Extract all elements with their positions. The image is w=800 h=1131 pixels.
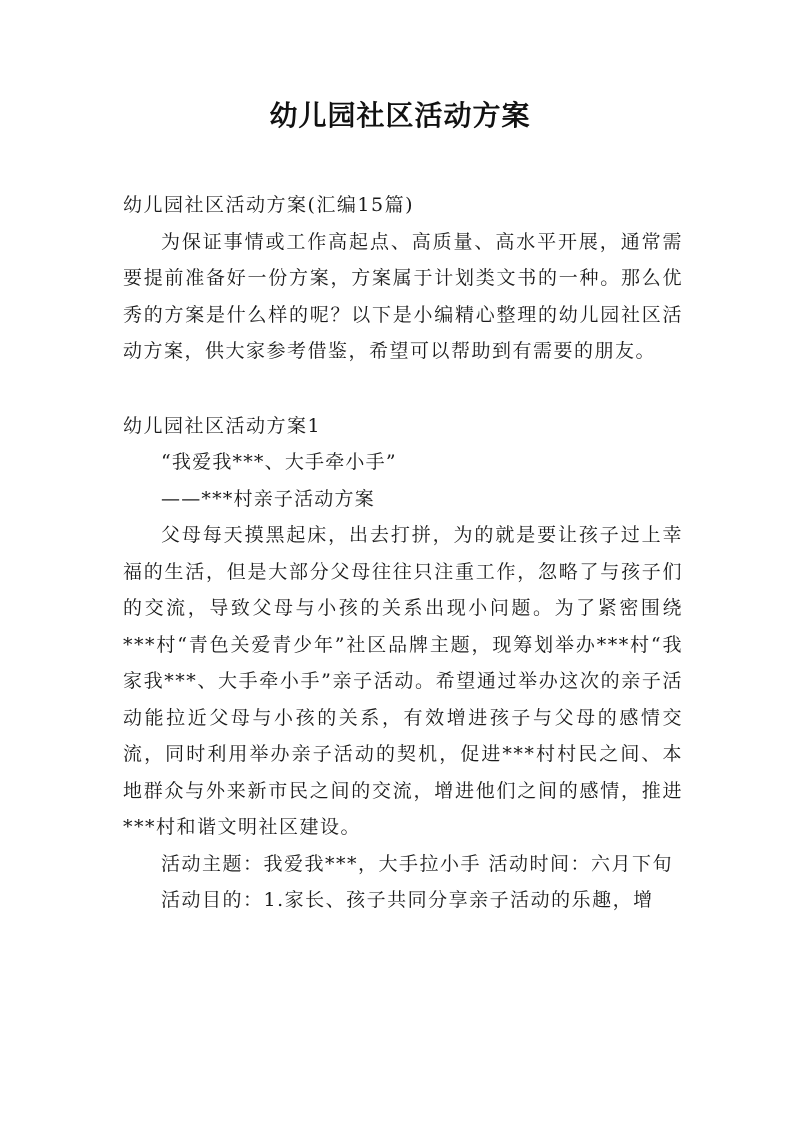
body-paragraph: 父母每天摸黑起床，出去打拼，为的就是要让孩子过上幸福的生活，但是大部分父母往往只注重工作，忽略了与孩子们的交流，导致父母与小孩的关系出现小问题。为了紧密围绕***村“青色关爱青少年”社区品牌主题，现筹划举办***村“我家我***、大手牵小手”亲子活动。希望通过举办这次的亲子活动能拉近父母与小孩的关系，有效增进孩子与父母的感情交流，同时利用举办亲子活动的契机，促进***村村民之间、本地群众与外来新市民之间的交流，增进他们之间的感情，推进***村和谐文明社区建设。 [123,524,683,838]
slogan-line: “我爱我***、大手牵小手” [161,451,397,473]
intro-paragraph: 为保证事情或工作高起点、高质量、高水平开展，通常需要提前准备好一份方案，方案属于计划类文书的一种。那么优秀的方案是什么样的呢？以下是小编精心整理的幼儿园社区活动方案，供大家参考借鉴，希望可以帮助到有需要的朋友。 [123,230,683,362]
paragraph-gap [123,370,683,408]
collection-heading: 幼儿园社区活动方案(汇编15篇) [123,194,415,216]
document-title: 幼儿园社区活动方案 [269,99,531,132]
byline: ——***村亲子活动方案 [161,487,375,510]
document-body [123,187,683,919]
theme-time-line: 活动主题：我爱我***，大手拉小手 活动时间：六月下旬 [161,852,674,875]
section-heading: 幼儿园社区活动方案1 [123,414,322,437]
purpose-line: 活动目的：1.家长、孩子共同分享亲子活动的乐趣，增 [161,889,654,911]
